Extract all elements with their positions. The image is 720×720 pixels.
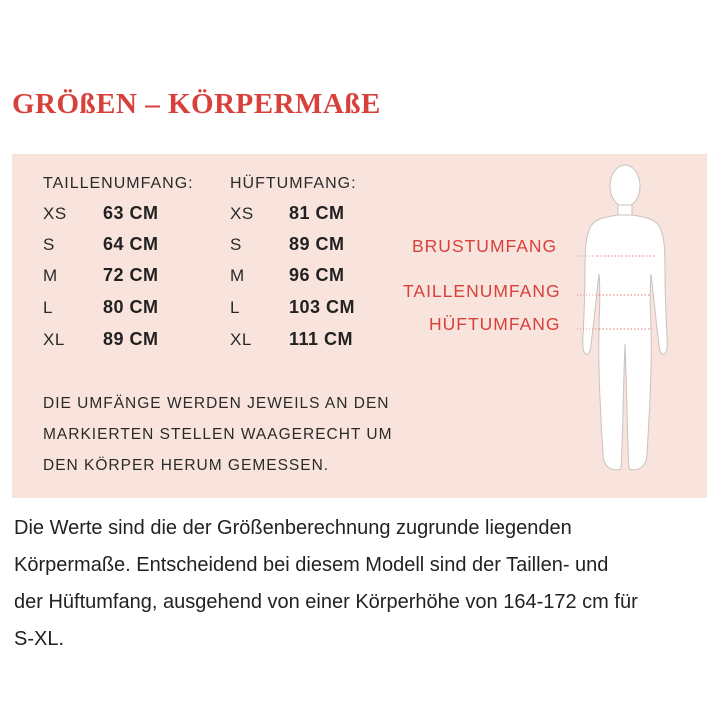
waist-size-s: S	[43, 235, 55, 254]
waist-value-xs: 63 CM	[103, 203, 159, 223]
hip-value-xs: 81 CM	[289, 203, 345, 223]
waist-size-m: M	[43, 266, 58, 285]
measurement-note	[43, 388, 403, 481]
waist-value-xl: 89 CM	[103, 329, 159, 349]
hip-value-xl: 111 CM	[289, 329, 354, 349]
description-line: der Hüftumfang, ausgehend von einer Körperhöhe von 164-172 cm für	[14, 591, 638, 613]
description-line: Körpermaße. Entscheidend bei diesem Modell sind der Taillen- und	[14, 554, 609, 576]
note-line: DEN KÖRPER HERUM GEMESSEN.	[43, 457, 330, 474]
waist-value-m: 72 CM	[103, 265, 159, 285]
hip-size-xl: XL	[230, 330, 252, 349]
bust-label: BRUSTUMFANG	[412, 236, 558, 256]
waist-size-xl: XL	[43, 330, 65, 349]
waist-size-l: L	[43, 298, 53, 317]
note-line: MARKIERTEN STELLEN WAAGERECHT UM	[43, 426, 393, 443]
hip-value-m: 96 CM	[289, 265, 345, 285]
hip-size-xs: XS	[230, 204, 254, 223]
waist-size-xs: XS	[43, 204, 67, 223]
hip-size-m: M	[230, 266, 245, 285]
note-line: DIE UMFÄNGE WERDEN JEWEILS AN DEN	[43, 395, 390, 412]
hip-value-l: 103 CM	[289, 297, 356, 317]
page-title: GRÖßEN – KÖRPERMAßE	[12, 88, 381, 120]
waist-value-l: 80 CM	[103, 297, 159, 317]
hip-size-s: S	[230, 235, 242, 254]
hip-label: HÜFTUMFANG	[429, 314, 561, 334]
body-silhouette-icon	[575, 164, 675, 484]
description-line: S-XL.	[14, 628, 65, 650]
hip-value-s: 89 CM	[289, 234, 345, 254]
description-line: Die Werte sind die der Größenberechnung zugrunde liegenden	[14, 517, 572, 539]
waist-column-header: TAILLENUMFANG:	[43, 175, 194, 192]
hip-column-header: HÜFTUMFANG:	[230, 175, 357, 192]
waist-label: TAILLENUMFANG	[403, 281, 561, 301]
description-paragraph	[14, 510, 704, 658]
hip-size-l: L	[230, 298, 240, 317]
waist-value-s: 64 CM	[103, 234, 159, 254]
